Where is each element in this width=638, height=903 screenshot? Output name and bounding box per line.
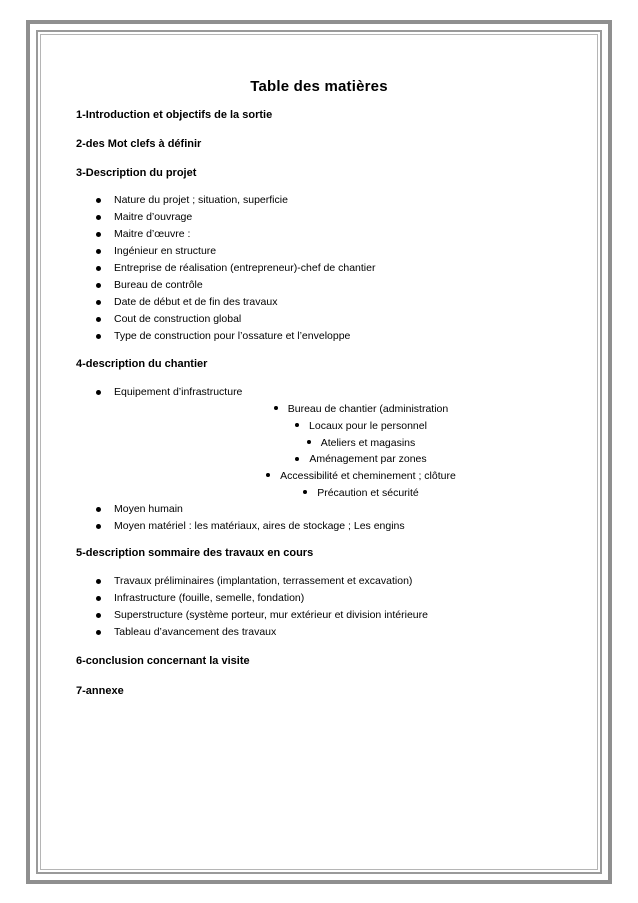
section-heading-2: 2-des Mot clefs à définir xyxy=(76,138,202,150)
bullet-icon xyxy=(96,215,101,220)
bullet-icon xyxy=(96,507,101,512)
bullet-icon xyxy=(96,630,101,635)
list-item: Moyen matériel : les matériaux, aires de stockage ; Les engins xyxy=(76,518,556,535)
section-heading-7: 7-annexe xyxy=(76,685,124,697)
bullet-icon xyxy=(295,457,299,461)
sub-list-item: Ateliers et magasins xyxy=(76,435,556,452)
sub-list-item: Accessibilité et cheminement ; clôture xyxy=(76,468,556,485)
list-item: Moyen humain xyxy=(76,501,556,518)
section-3-list xyxy=(76,192,556,345)
list-item: Superstructure (système porteur, mur extérieur et division intérieure xyxy=(76,607,556,624)
section-4-list-bottom xyxy=(76,501,556,535)
bullet-icon xyxy=(96,249,101,254)
section-5-list xyxy=(76,573,556,641)
bullet-icon xyxy=(96,334,101,339)
bullet-icon xyxy=(96,390,101,395)
list-item: Maitre d’ouvrage xyxy=(76,209,556,226)
list-item: Cout de construction global xyxy=(76,311,556,328)
bullet-icon xyxy=(96,198,101,203)
section-heading-6: 6-conclusion concernant la visite xyxy=(76,655,250,667)
bullet-icon xyxy=(96,300,101,305)
bullet-icon xyxy=(96,524,101,529)
section-heading-5: 5-description sommaire des travaux en cours xyxy=(76,547,314,559)
page-title: Table des matières xyxy=(250,78,388,95)
bullet-icon xyxy=(295,423,299,427)
bullet-icon xyxy=(96,317,101,322)
bullet-icon xyxy=(266,473,270,477)
section-heading-1: 1-Introduction et objectifs de la sortie xyxy=(76,109,273,121)
section-heading-3: 3-Description du projet xyxy=(76,167,197,179)
list-item: Equipement d’infrastructure xyxy=(76,384,556,401)
bullet-icon xyxy=(303,490,307,494)
list-item: Infrastructure (fouille, semelle, fondation) xyxy=(76,590,556,607)
bullet-icon xyxy=(307,440,311,444)
list-item: Tableau d’avancement des travaux xyxy=(76,624,556,641)
list-item: Bureau de contrôle xyxy=(76,277,556,294)
list-item: Travaux préliminaires (implantation, terrassement et excavation) xyxy=(76,573,556,590)
section-4-list-top xyxy=(76,384,556,401)
bullet-icon xyxy=(274,406,278,410)
bullet-icon xyxy=(96,232,101,237)
list-item: Entreprise de réalisation (entrepreneur)-chef de chantier xyxy=(76,260,556,277)
sub-list-item: Précaution et sécurité xyxy=(76,485,556,502)
sub-list-item: Locaux pour le personnel xyxy=(76,418,556,435)
bullet-icon xyxy=(96,283,101,288)
bullet-icon xyxy=(96,613,101,618)
sub-list-item: Aménagement par zones xyxy=(76,451,556,468)
list-item: Nature du projet ; situation, superficie xyxy=(76,192,556,209)
bullet-icon xyxy=(96,579,101,584)
section-heading-4: 4-description du chantier xyxy=(76,358,208,370)
list-item: Maitre d’œuvre : xyxy=(76,226,556,243)
section-4-sublist xyxy=(76,401,556,502)
bullet-icon xyxy=(96,596,101,601)
bullet-icon xyxy=(96,266,101,271)
list-item: Type de construction pour l’ossature et l’enveloppe xyxy=(76,328,556,345)
sub-list-item: Bureau de chantier (administration xyxy=(76,401,556,418)
list-item: Date de début et de fin des travaux xyxy=(76,294,556,311)
list-item: Ingénieur en structure xyxy=(76,243,556,260)
